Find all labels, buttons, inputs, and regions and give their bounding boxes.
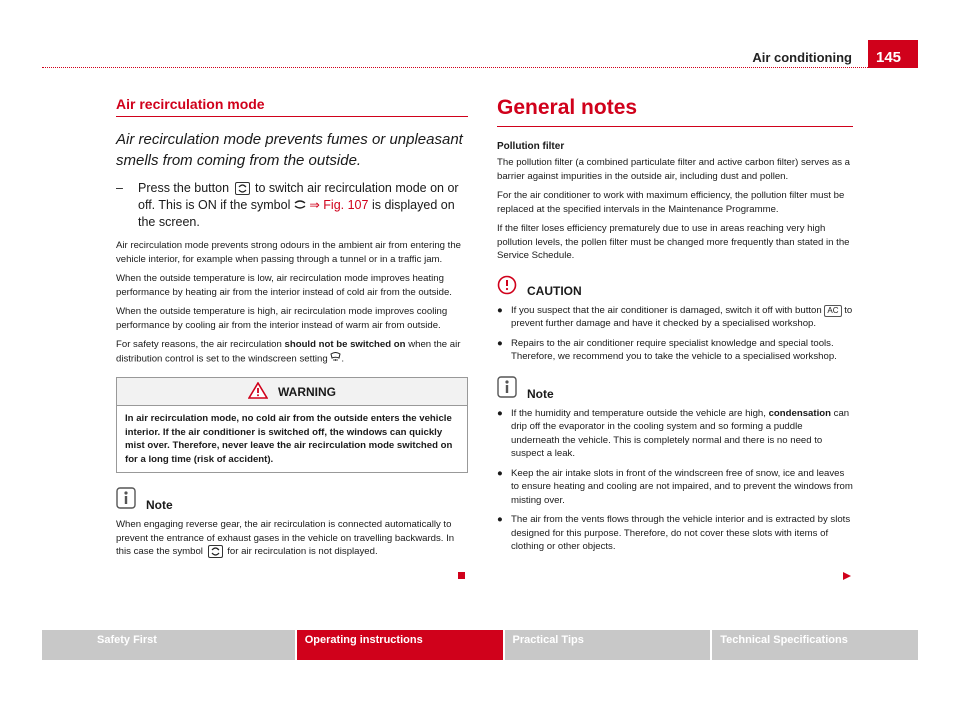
- footer-tab-safety-first[interactable]: Safety First: [42, 630, 295, 660]
- bullet-dot: ●: [497, 337, 503, 349]
- caution-text-part: to prevent further damage and have it checked by a specialised workshop.: [511, 304, 853, 329]
- step-text-part: Press the button: [138, 181, 230, 195]
- bullet-dot: ●: [497, 514, 503, 525]
- paragraph: Air recirculation mode prevents strong odours in the ambient air from entering the vehicle interior, for example when passing through a tunnel or in a traffic jam.: [116, 240, 462, 265]
- warning-triangle-icon: [248, 382, 268, 402]
- continue-arrow-icon: [842, 568, 852, 586]
- recirculation-symbol-icon: [294, 197, 306, 214]
- bullet-dot: ●: [497, 304, 503, 316]
- windscreen-defrost-icon: [330, 352, 341, 366]
- caution-exclamation-icon: [497, 275, 517, 298]
- footer-tab-practical-tips[interactable]: Practical Tips: [505, 630, 711, 660]
- bullet-dot: ●: [497, 467, 503, 479]
- caution-item-text: Repairs to the air conditioner require specialist knowledge and special tools. Therefore, we recommend you to take the vehicle to a specialised workshop.: [511, 337, 837, 362]
- note-text-part: can drip off the evaporator in the cooling system and so forming a puddle underneath the vehicle. This is completely normal and there is no need to suspect a leak.: [511, 407, 850, 459]
- recirculation-button-icon: [208, 545, 223, 558]
- note-item-text: [511, 407, 853, 461]
- header-divider: [42, 67, 868, 68]
- caution-item-text: [511, 304, 853, 331]
- subheading-pollution-filter: Pollution filter: [497, 141, 565, 152]
- note-text: [116, 518, 468, 559]
- right-column: [497, 96, 853, 560]
- caution-label: CAUTION: [527, 283, 582, 298]
- warning-text: In air recirculation mode, no cold air from the outside enters the vehicle interior. If the air conditioner is switched off, the windows can quickly mist over. Therefore, never leave the air recirculation mode switched on for a long time (risk of accident).: [125, 413, 453, 465]
- section-title-general-notes: General notes: [497, 96, 853, 127]
- bullet-dot: ●: [497, 407, 503, 419]
- recirculation-button-icon: [235, 182, 250, 195]
- page-number: 145: [868, 40, 918, 68]
- footer-tab-operating-instructions[interactable]: Operating instructions: [297, 630, 503, 660]
- paragraph: When the outside temperature is high, air recirculation mode improves cooling performance by cooling air from the interior instead of warm air from outside.: [116, 306, 448, 331]
- note-item: [497, 467, 853, 508]
- note-text-part: for air recirculation is not displayed.: [227, 546, 378, 558]
- instruction-step: [116, 180, 468, 231]
- caution-text-part: If you suspect that the air conditioner is damaged, switch it off with button: [511, 304, 822, 316]
- ac-key: AC: [824, 305, 841, 317]
- paragraph: If the filter loses efficiency prematurely due to use in areas reaching very high pollution levels, the pollen filter must be changed more frequently than stated in the Service Schedule.: [497, 223, 850, 261]
- note-label: Note: [146, 498, 173, 513]
- note-item-text: The air from the vents flows through the vehicle interior and is extracted by slots designed for this purpose. Therefore, do not cover these slots with items of clothing or other objects.: [511, 514, 851, 552]
- note-emphasis: condensation: [768, 407, 831, 419]
- step-dash: –: [116, 181, 123, 195]
- footer-tab-technical-specifications[interactable]: Technical Specifications: [712, 630, 918, 660]
- note-text-part: When engaging reverse gear, the air recirculation is connected automatically to prevent the entrance of exhaust gases in the vehicle on travelling backwards. In this case the symbol: [116, 519, 455, 558]
- paragraph: For the air conditioner to work with maximum efficiency, the pollution filter must be replaced at the specified intervals in the Maintenance Programme.: [497, 190, 845, 215]
- safety-text: For safety reasons, the air recirculation: [116, 339, 282, 351]
- note-header: [497, 376, 853, 401]
- step-text-part: is displayed on the screen.: [138, 198, 455, 230]
- note-item-text: Keep the air intake slots in front of the windscreen free of snow, ice and leaves to ensure heating and cooling are not impaired, and to prevent the windows from misting over.: [511, 467, 853, 506]
- note-info-icon: [116, 487, 136, 512]
- safety-paragraph: [116, 338, 468, 365]
- note-info-icon: [497, 376, 517, 401]
- caution-item: [497, 337, 853, 364]
- paragraph: When the outside temperature is low, air recirculation mode improves heating performance by heating air from the interior instead of cold air from the outside.: [116, 273, 452, 298]
- note-label: Note: [527, 386, 554, 401]
- left-column: [116, 96, 468, 565]
- step-text: [138, 180, 468, 231]
- warning-header: [117, 378, 467, 406]
- section-title-recirculation: Air recirculation mode: [116, 96, 468, 117]
- safety-text: .: [341, 352, 345, 364]
- note-item: [497, 407, 853, 461]
- chapter-footer-nav: [42, 630, 918, 660]
- running-header-section: Air conditioning: [752, 50, 852, 65]
- safety-text: when the air distribution control is set to the windscreen setting: [116, 339, 461, 364]
- section-end-marker: [458, 572, 465, 579]
- warning-label: WARNING: [278, 384, 336, 399]
- caution-item: [497, 304, 853, 331]
- paragraph: The pollution filter (a combined particulate filter and active carbon filter) serves as a barrier against impurities in the outside air, including dust and pollen.: [497, 157, 851, 182]
- section-intro: Air recirculation mode prevents fumes or unpleasant smells from coming from the outside.: [116, 131, 463, 169]
- safety-emphasis: should not be switched on: [284, 339, 406, 351]
- note-item: [497, 513, 853, 554]
- step-text-part: to switch air recirculation mode on or off. This is ON if the symbol: [138, 181, 459, 212]
- figure-link[interactable]: ⇒ Fig. 107: [309, 198, 369, 212]
- note-text-part: If the humidity and temperature outside the vehicle are high,: [511, 407, 766, 419]
- caution-header: [497, 275, 853, 298]
- note-header: [116, 487, 468, 512]
- warning-box: [116, 377, 468, 473]
